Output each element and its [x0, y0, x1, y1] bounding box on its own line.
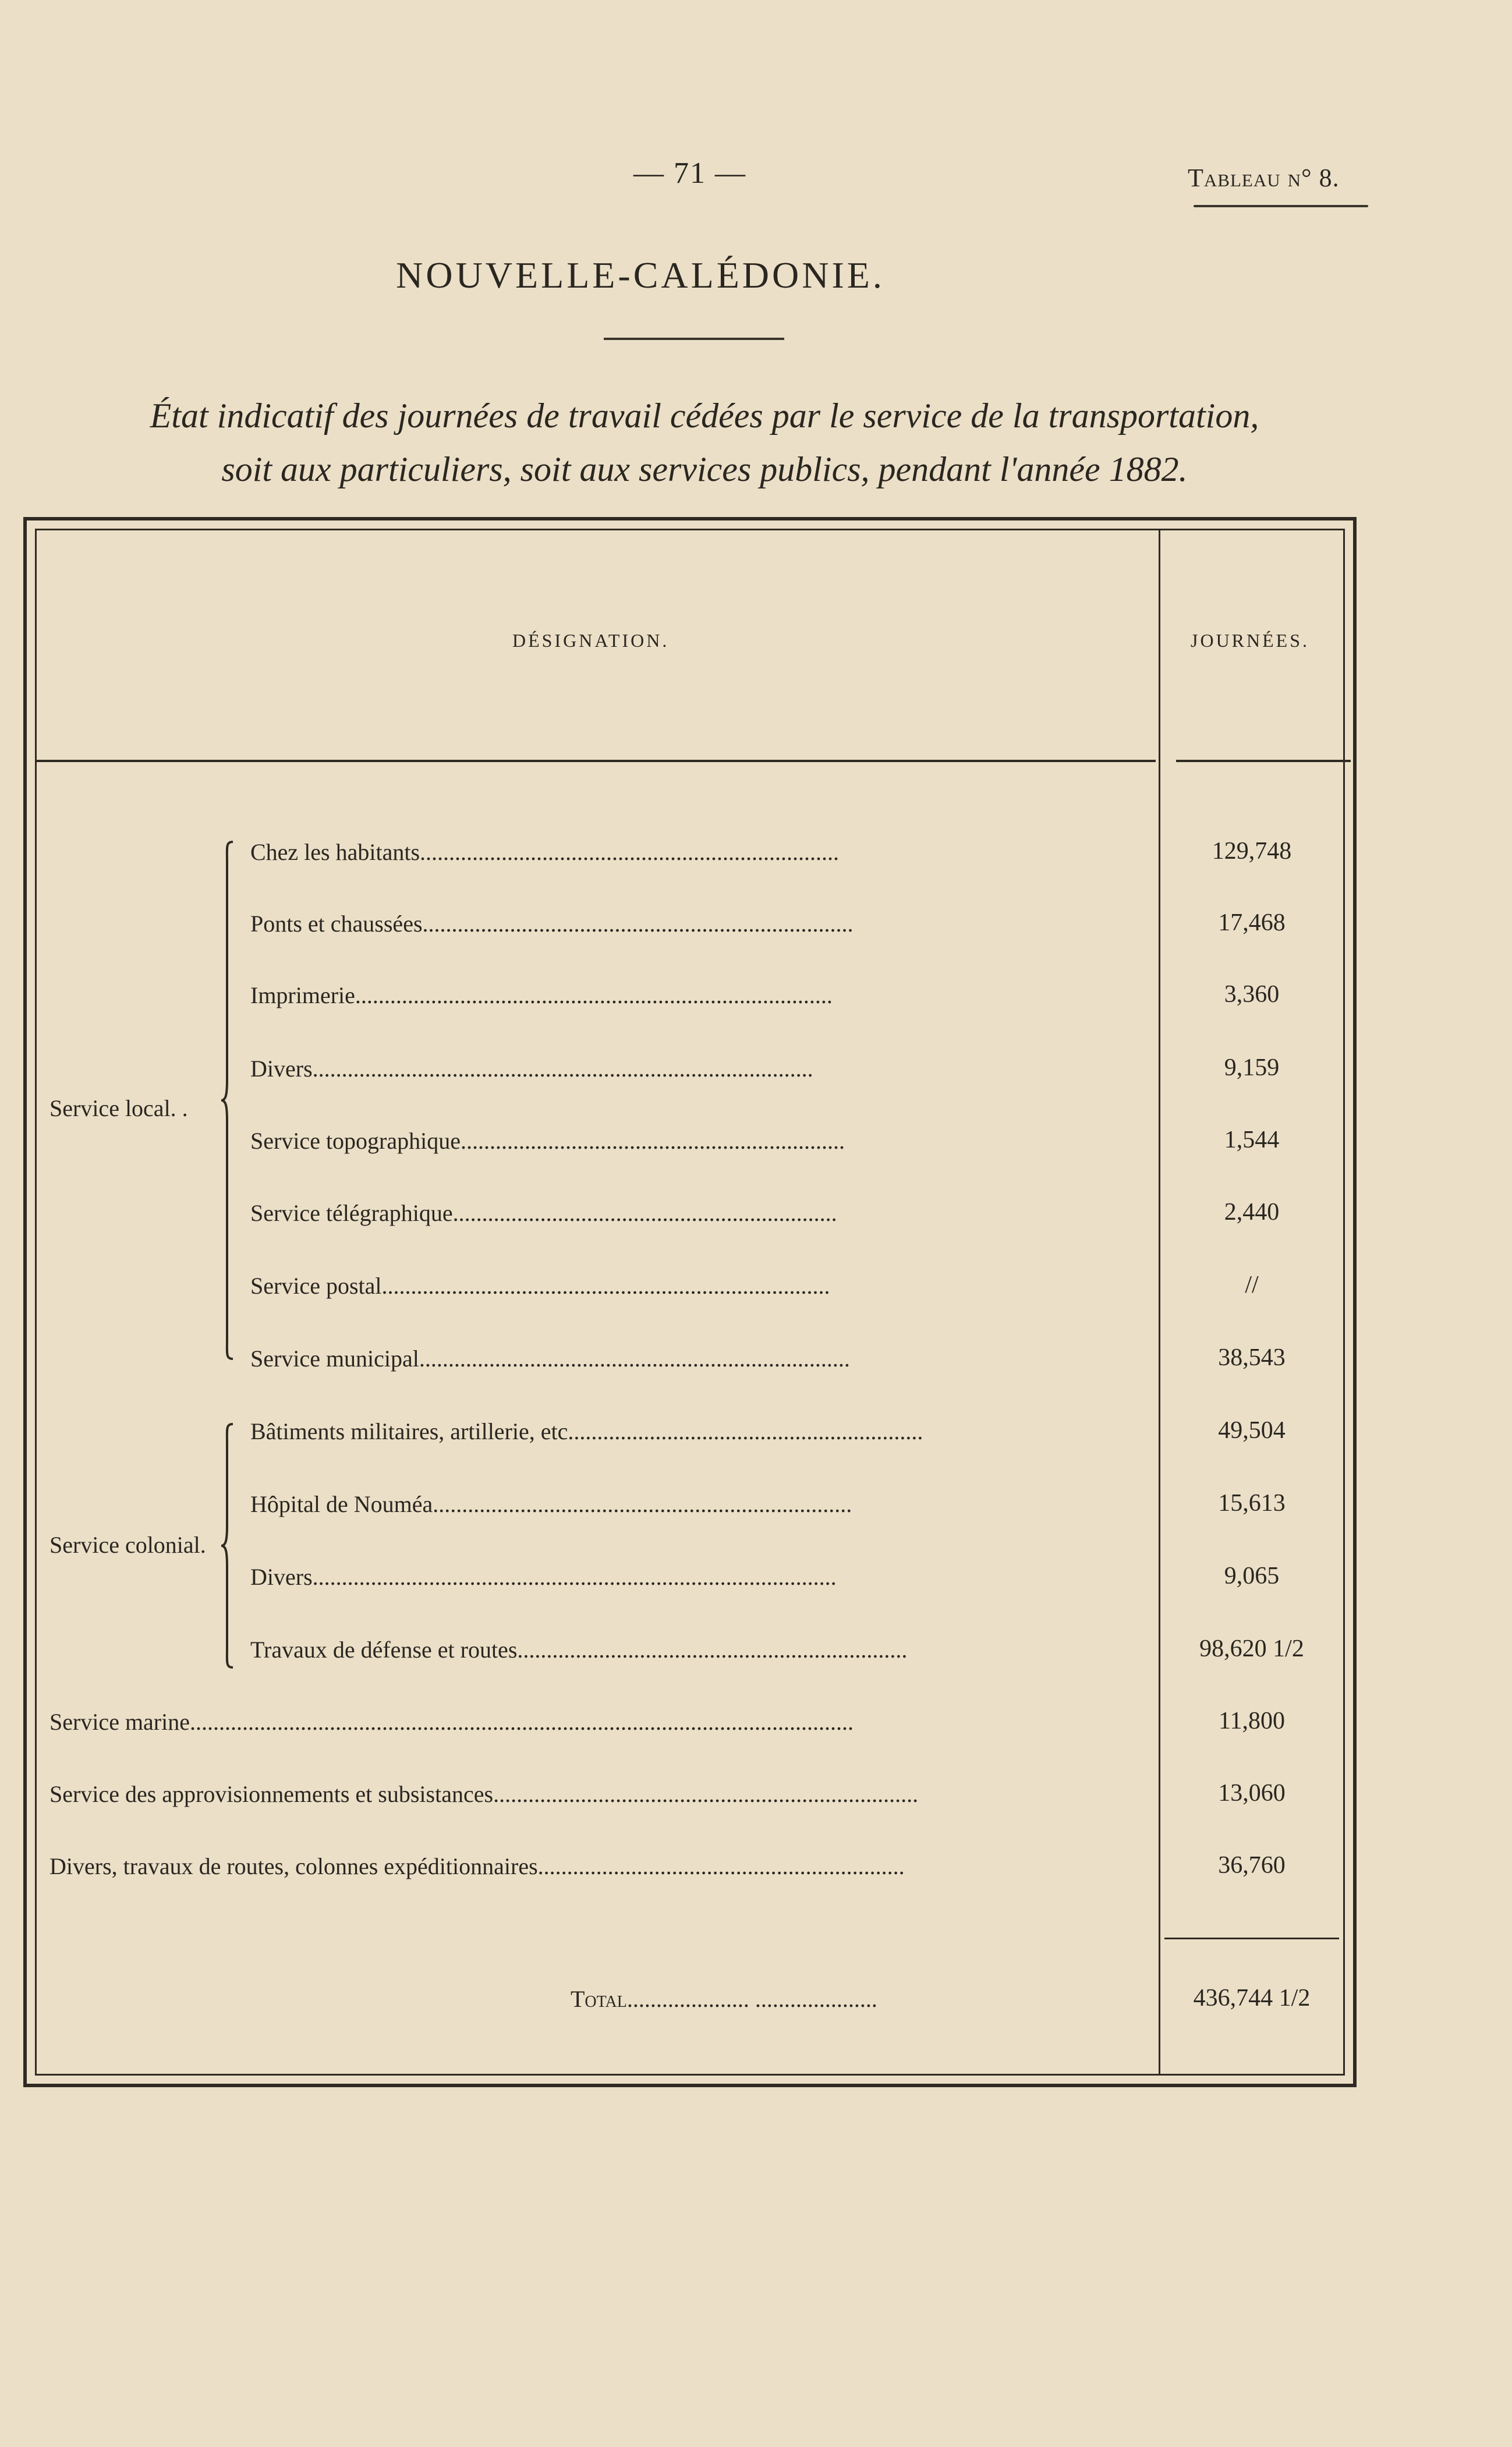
row-value: 2,440	[1224, 1199, 1280, 1226]
row-label: Hôpital de Nouméa........................................................................	[250, 1491, 852, 1517]
header-rule	[37, 760, 1156, 762]
page-title: NOUVELLE-CALÉDONIE.	[396, 254, 885, 296]
row-label: Service municipal..........................................................................	[250, 1345, 850, 1372]
row-label: Service télégraphique..................................................................	[250, 1200, 837, 1226]
row-label: Service topographique..................................................................	[250, 1128, 845, 1154]
group-label-service-local: Service local. .	[49, 1095, 188, 1121]
row-label: Divers......................................................................................	[250, 1056, 813, 1082]
row-value: 38,543	[1218, 1344, 1286, 1371]
row-value: 9,065	[1224, 1563, 1280, 1589]
row-label: Travaux de défense et routes...................................................................	[250, 1637, 908, 1663]
table-caption	[58, 389, 1351, 496]
caption-line-1: État indicatif des journées de travail cédées par le service de la transportation,	[150, 396, 1259, 435]
row-label: Bâtiments militaires, artillerie, etc.............................................................	[250, 1418, 923, 1444]
row-value: 13,060	[1218, 1780, 1286, 1807]
title-divider	[604, 338, 784, 340]
row-label: Service postal.............................................................................	[250, 1273, 830, 1299]
row-value: 9,159	[1224, 1054, 1280, 1081]
header-rule	[1176, 760, 1351, 762]
row-value: 129,748	[1212, 838, 1292, 865]
row-label: Ponts et chaussées..........................................................................	[250, 911, 854, 937]
row-label: Chez les habitants........................................................................	[250, 839, 840, 865]
row-value: 15,613	[1218, 1490, 1286, 1517]
row-value: 11,800	[1219, 1708, 1285, 1734]
row-label: Imprimerie..................................................................................	[250, 982, 833, 1008]
row-value: 3,360	[1224, 981, 1280, 1008]
row-value: //	[1245, 1272, 1259, 1298]
row-value: 36,760	[1218, 1852, 1286, 1879]
total-rule	[1164, 1938, 1339, 1939]
page-number: — 71 —	[633, 157, 746, 190]
total-value: 436,744 1/2	[1193, 1985, 1311, 2012]
header-designation: DÉSIGNATION.	[512, 630, 670, 651]
tableau-underline	[1194, 205, 1368, 207]
row-label: Service marine..................................................................................................................	[49, 1709, 854, 1735]
total-label: Total..................... .....................	[571, 1986, 877, 2012]
row-value: 1,544	[1224, 1127, 1280, 1153]
caption-line-2: soit aux particuliers, soit aux services publics, pendant l'année 1882.	[221, 450, 1188, 488]
row-value: 49,504	[1218, 1417, 1286, 1444]
brace-service-local	[220, 838, 238, 1362]
row-value: 17,468	[1218, 909, 1286, 936]
header-journees: JOURNÉES.	[1191, 630, 1310, 651]
row-label: Service des approvisionnements et subsistances.........................................................................	[49, 1781, 919, 1807]
column-divider	[1159, 530, 1160, 2074]
row-label: Divers, travaux de routes, colonnes expéditionnaires...............................................................	[49, 1853, 905, 1879]
group-label-service-colonial: Service colonial.	[49, 1532, 206, 1558]
brace-service-colonial	[220, 1421, 238, 1671]
row-label: Divers..........................................................................................	[250, 1564, 837, 1590]
row-value: 98,620 1/2	[1199, 1635, 1304, 1662]
tableau-number: Tableau n° 8.	[1188, 164, 1340, 192]
